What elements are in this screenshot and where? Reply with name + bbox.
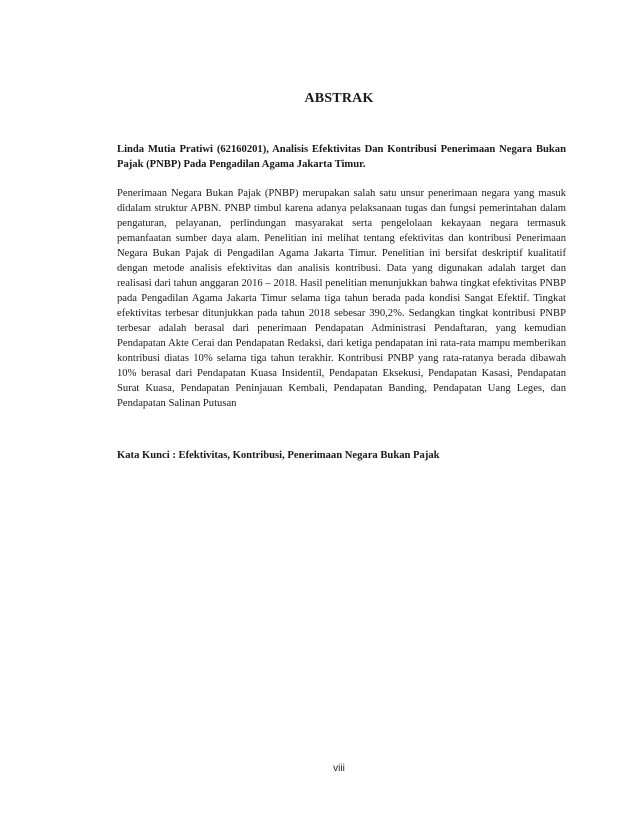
page-title: ABSTRAK [304, 91, 374, 106]
keywords-line: Kata Kunci : Efektivitas, Kontribusi, Penerimaan Negara Bukan Pajak [117, 450, 440, 461]
author-heading: Linda Mutia Pratiwi (62160201), Analisis Efektivitas Dan Kontribusi Penerimaan Negara Bukan Pajak (PNBP) Pada Pengadilan Agama Jakarta Timur. [117, 144, 566, 170]
abstract-body: Penerimaan Negara Bukan Pajak (PNBP) merupakan salah satu unsur penerimaan negara yang masuk didalam struktur APBN. PNBP timbul karena adanya pelaksanaan tugas dan fungsi pemerintahan dalam pengaturan, pelayanan, perlindungan masyarakat serta pengelolaan kekayaan negara termasuk pemanfaatan sumber daya alam. Penelitian ini melihat tentang efektivitas dan kontribusi Penerimaan Negara Bukan Pajak di Pengadilan Agama Jakarta Timur. Penelitian ini bersifat deskriptif kualitatif dengan metode analisis efektivitas dan analisis kontribusi. Data yang digunakan adalah target dan realisasi dari tahun anggaran 2016 – 2018. Hasil penelitian menunjukkan bahwa tingkat efektivitas PNBP pada Pengadilan Agama Jakarta Timur selama tiga tahun berada pada kondisi Sangat Efektif. Tingkat efektivitas terbesar ditunjukkan pada tahun 2018 sebesar 390,2%. Sedangkan tingkat kontribusi PNBP terbesar adalah berasal dari penerimaan Pendapatan Administrasi Pendaftaran, yang kemudian Pendapatan Akte Cerai dan Pendapatan Redaksi, dari ketiga pendapatan ini rata-rata mampu memberikan kontribusi diatas 10% selama tiga tahun terakhir. Kontribusi PNBP yang rata-ratanya berada dibawah 10% berasal dari Pendapatan Kuasa Insidentil, Pendapatan Eksekusi, Pendapatan Kasasi, Pendapatan Surat Kuasa, Pendapatan Peninjauan Kembali, Pendapatan Banding, Pendapatan Uang Leges, dan Pendapatan Salinan Putusan [117, 188, 566, 409]
page-number: viii [333, 763, 345, 774]
